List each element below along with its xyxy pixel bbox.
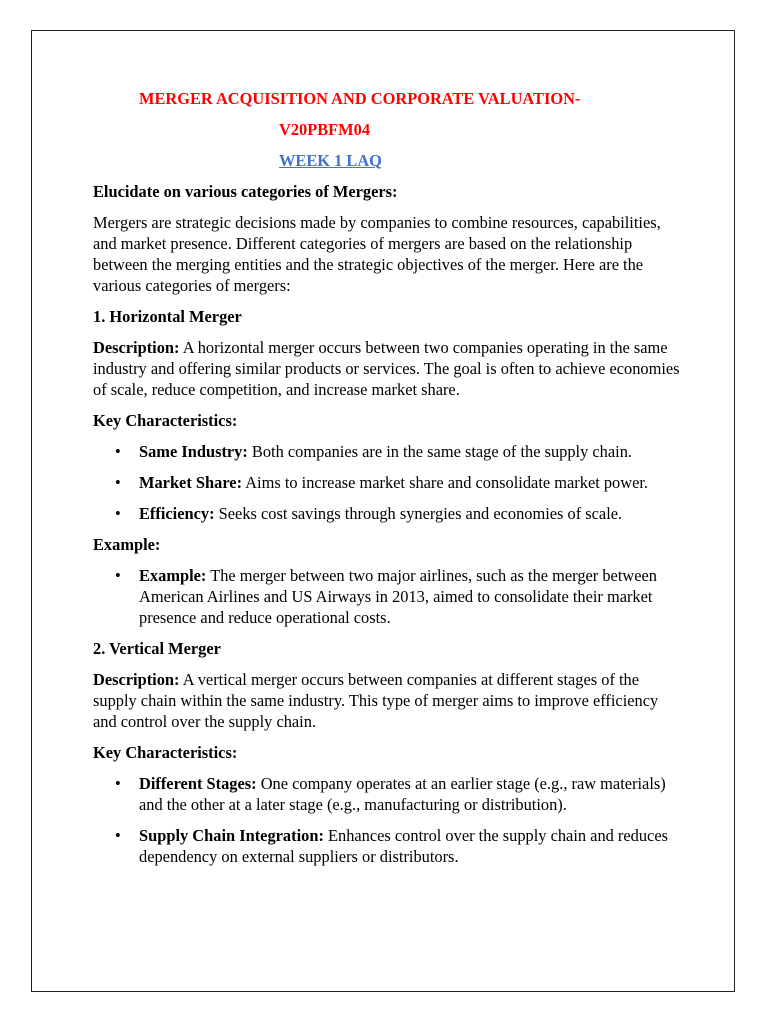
- item-label: Supply Chain Integration:: [139, 826, 324, 845]
- description-label: Description:: [93, 338, 180, 357]
- item-text: The merger between two major airlines, such as the merger between American Airlines and US Airways in 2013, aimed to consolidate their market presence and reduce operational costs.: [139, 566, 657, 627]
- item-text: Seeks cost savings through synergies and economies of scale.: [214, 504, 623, 523]
- example-heading: Example:: [93, 535, 161, 554]
- key-characteristics-heading: Key Characteristics:: [93, 411, 238, 430]
- document-body: [93, 86, 683, 867]
- item-label: Market Share:: [139, 473, 243, 492]
- bullet-icon: •: [115, 774, 121, 793]
- bullet-icon: •: [115, 442, 121, 461]
- item-text: Aims to increase market share and consolidate market power.: [242, 473, 649, 492]
- week-link[interactable]: WEEK 1 LAQ: [279, 151, 382, 170]
- item-label: Example:: [139, 566, 207, 585]
- description-text: A vertical merger occurs between companies at different stages of the supply chain within the same industry. This type of merger aims to improve efficiency and control over the supply chain.: [93, 670, 659, 731]
- item-label: Efficiency:: [139, 504, 215, 523]
- item-text: One company operates at an earlier stage (e.g., raw materials) and the other at a later stage (e.g., manufacturing or distribution).: [139, 774, 666, 814]
- list-item: [93, 472, 683, 493]
- question-heading: Elucidate on various categories of Mergers:: [93, 182, 398, 201]
- bullet-icon: •: [115, 826, 121, 845]
- section-heading-horizontal: 1. Horizontal Merger: [93, 307, 242, 326]
- document-title: MERGER ACQUISITION AND CORPORATE VALUATION-: [139, 89, 581, 108]
- key-characteristics-heading: Key Characteristics:: [93, 743, 238, 762]
- description-label: Description:: [93, 670, 180, 689]
- list-item: [93, 503, 683, 524]
- intro-paragraph: Mergers are strategic decisions made by companies to combine resources, capabilities, and market presence. Different categories of mergers are based on the relationship between the merging entities and the strategic objectives of the merger. Here are the various categories of mergers:: [93, 213, 661, 295]
- example-list: [93, 565, 683, 628]
- item-label: Same Industry:: [139, 442, 248, 461]
- list-item: [93, 773, 683, 815]
- key-characteristics-list: [93, 441, 683, 524]
- bullet-icon: •: [115, 566, 121, 585]
- bullet-icon: •: [115, 473, 121, 492]
- list-item: [93, 565, 683, 628]
- section-heading-vertical: 2. Vertical Merger: [93, 639, 221, 658]
- bullet-icon: •: [115, 504, 121, 523]
- description-horizontal: [93, 337, 683, 400]
- item-label: Different Stages:: [139, 774, 257, 793]
- list-item: [93, 441, 683, 462]
- description-text: A horizontal merger occurs between two companies operating in the same industry and offering similar products or services. The goal is often to achieve economies of scale, reduce competition, and increase market share.: [93, 338, 680, 399]
- list-item: [93, 825, 683, 867]
- item-text: Both companies are in the same stage of the supply chain.: [247, 442, 632, 461]
- key-characteristics-list: [93, 773, 683, 867]
- course-code: V20PBFM04: [279, 120, 371, 139]
- item-text: Enhances control over the supply chain and reduces dependency on external suppliers or distributors.: [139, 826, 668, 866]
- description-vertical: [93, 669, 683, 732]
